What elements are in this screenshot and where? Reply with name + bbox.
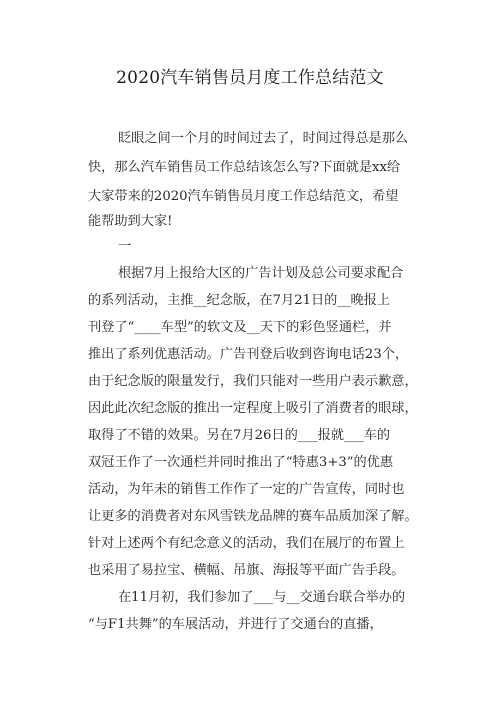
paragraph-line: 让更多的消费者对东风雪铁龙品牌的赛车品质加深了解。 bbox=[88, 509, 418, 524]
paragraph-line: 推出了系列优惠活动。广告刊登后收到咨询电话23个， bbox=[88, 347, 409, 362]
paragraph-line: 双冠王作了一次通栏并同时推出了“特惠3+3”的优惠 bbox=[88, 455, 394, 470]
paragraph-line: 针对上述两个有纪念意义的活动，我们在展厅的布置上 bbox=[88, 536, 405, 551]
paragraph-line: 由于纪念版的限量发行，我们只能对一些用户表示歉意， bbox=[88, 374, 418, 389]
paragraph-line: 快，那么汽车销售员工作总结该怎么写?下面就是xx给 bbox=[88, 160, 401, 175]
paragraph-line: 的系列活动，主推__纪念版，在7月21日的__晚报上 bbox=[88, 293, 391, 308]
document-title: 2020汽车销售员月度工作总结范文 bbox=[116, 68, 384, 88]
paragraph-line: 在11月初，我们参加了___与__交通台联合举办的 bbox=[118, 590, 406, 605]
paragraph-line: 刊登了“____车型”的软文及__天下的彩色竖通栏，并 bbox=[88, 320, 392, 335]
paragraph-line: 大家带来的2020汽车销售员月度工作总结范文，希望 bbox=[88, 189, 399, 204]
paragraph-line: 根据7月上报给大区的广告计划及总公司要求配合 bbox=[118, 266, 404, 281]
paragraph-line: 眨眼之间一个月的时间过去了，时间过得总是那么 bbox=[118, 131, 409, 146]
paragraph-line: 取得了不错的效果。另在7月26日的___报就___车的 bbox=[88, 428, 391, 443]
paragraph-line: 也采用了易拉宝、横幅、吊旗、海报等平面广告手段。 bbox=[88, 563, 405, 578]
paragraph-line: “与F1共舞”的车展活动，并进行了交通台的直播， bbox=[88, 617, 383, 632]
paragraph-line: 因此此次纪念版的推出一定程度上吸引了消费者的眼球， bbox=[88, 401, 418, 416]
paragraph-line: 活动，为年未的销售工作作了一定的广告宣传，同时也 bbox=[88, 482, 405, 497]
section-marker: 一 bbox=[118, 239, 132, 254]
paragraph-line: 能帮助到大家! bbox=[88, 214, 173, 229]
